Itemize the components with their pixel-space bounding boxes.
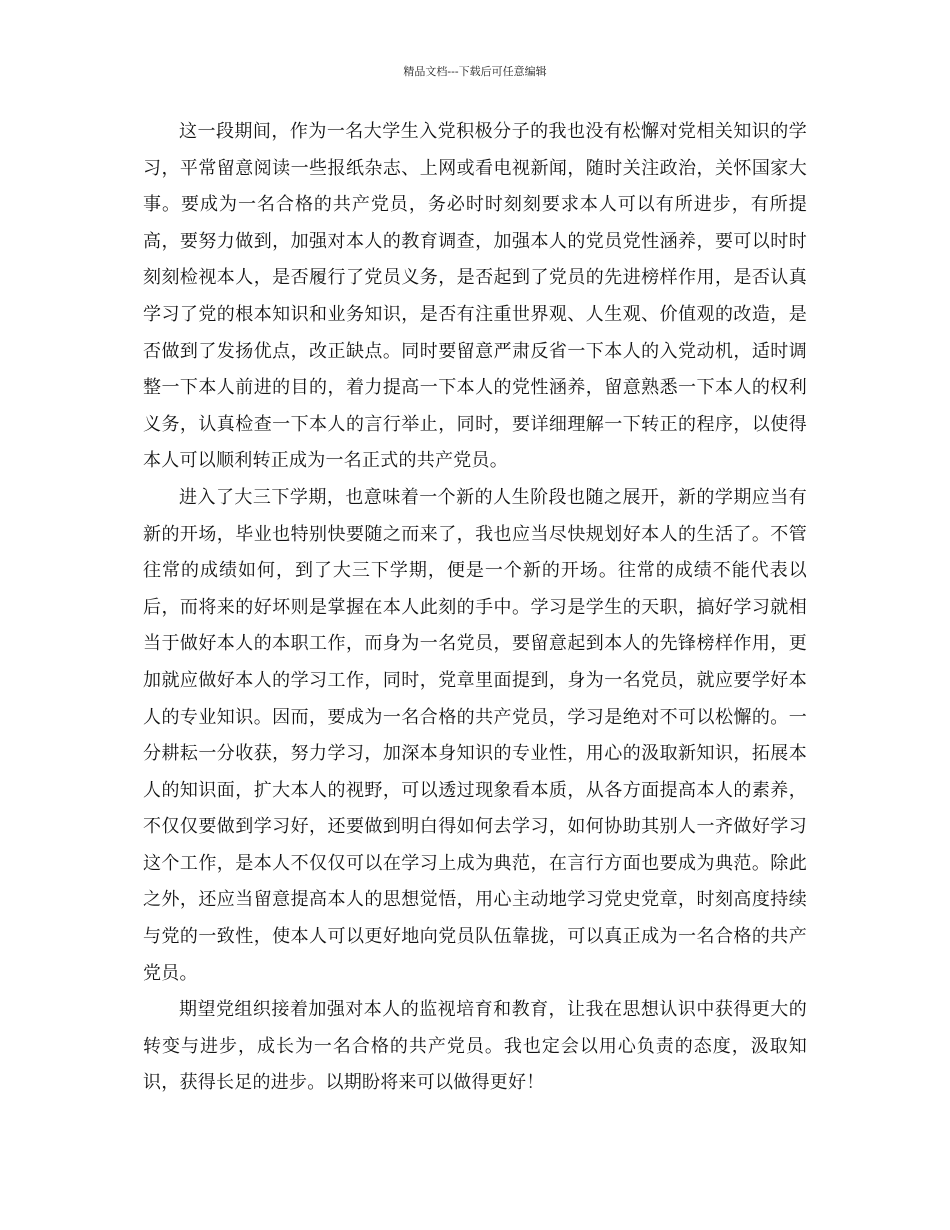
paragraph-1: 这一段期间，作为一名大学生入党积极分子的我也没有松懈对党相关知识的学习，平常留意阅读一些报纸杂志、上网或看电视新闻，随时关注政治，关怀国家大事。要成为一名合格的共产党员，务必时时刻刻要求本人可以有所进步，有所提高，要努力做到，加强对本人的教育调查，加强本人的党员党性涵养，要可以时时刻刻检视本人，是否履行了党员义务，是否起到了党员的先进榜样作用，是否认真学习了党的根本知识和业务知识，是否有注重世界观、人生观、价值观的改造，是否做到了发扬优点，改正缺点。同时要留意严肃反省一下本人的入党动机，适时调整一下本人前进的目的，着力提高一下本人的党性涵养，留意熟悉一下本人的权利义务，认真检查一下本人的言行举止，同时，要详细理解一下转正的程序，以使得本人可以顺利转正成为一名正式的共产党员。 xyxy=(143,121,807,472)
page-header: 精品文档---下载后可任意编辑 xyxy=(403,65,547,78)
paragraph-3: 期望党组织接着加强对本人的监视培育和教育，让我在思想认识中获得更大的转变与进步，成长为一名合格的共产党员。我也定会以用心负责的态度，汲取知识，获得长足的进步。以期盼将来可以做得更好！ xyxy=(143,999,807,1094)
paragraph-2: 进入了大三下学期，也意味着一个新的人生阶段也随之展开，新的学期应当有新的开场，毕业也特别快要随之而来了，我也应当尽快规划好本人的生活了。不管往常的成绩如何，到了大三下学期，便是一个新的开场。往常的成绩不能代表以后，而将来的好坏则是掌握在本人此刻的手中。学习是学生的天职，搞好学习就相当于做好本人的本职工作，而身为一名党员，要留意起到本人的先锋榜样作用，更加就应做好本人的学习工作，同时，党章里面提到，身为一名党员，就应要学好本人的专业知识。因而，要成为一名合格的共产党员，学习是绝对不可以松懈的。一分耕耘一分收获，努力学习，加深本身知识的专业性，用心的汲取新知识，拓展本人的知识面，扩大本人的视野，可以透过现象看本质，从各方面提高本人的素养，不仅仅要做到学习好，还要做到明白得如何去学习，如何协助其别人一齐做好学习这个工作，是本人不仅仅可以在学习上成为典范，在言行方面也要成为典范。除此之外，还应当留意提高本人的思想觉悟，用心主动地学习党史党章，时刻高度持续与党的一致性，使本人可以更好地向党员队伍靠拢，可以真正成为一名合格的共产党员。 xyxy=(143,486,807,984)
document-body xyxy=(143,114,807,1102)
